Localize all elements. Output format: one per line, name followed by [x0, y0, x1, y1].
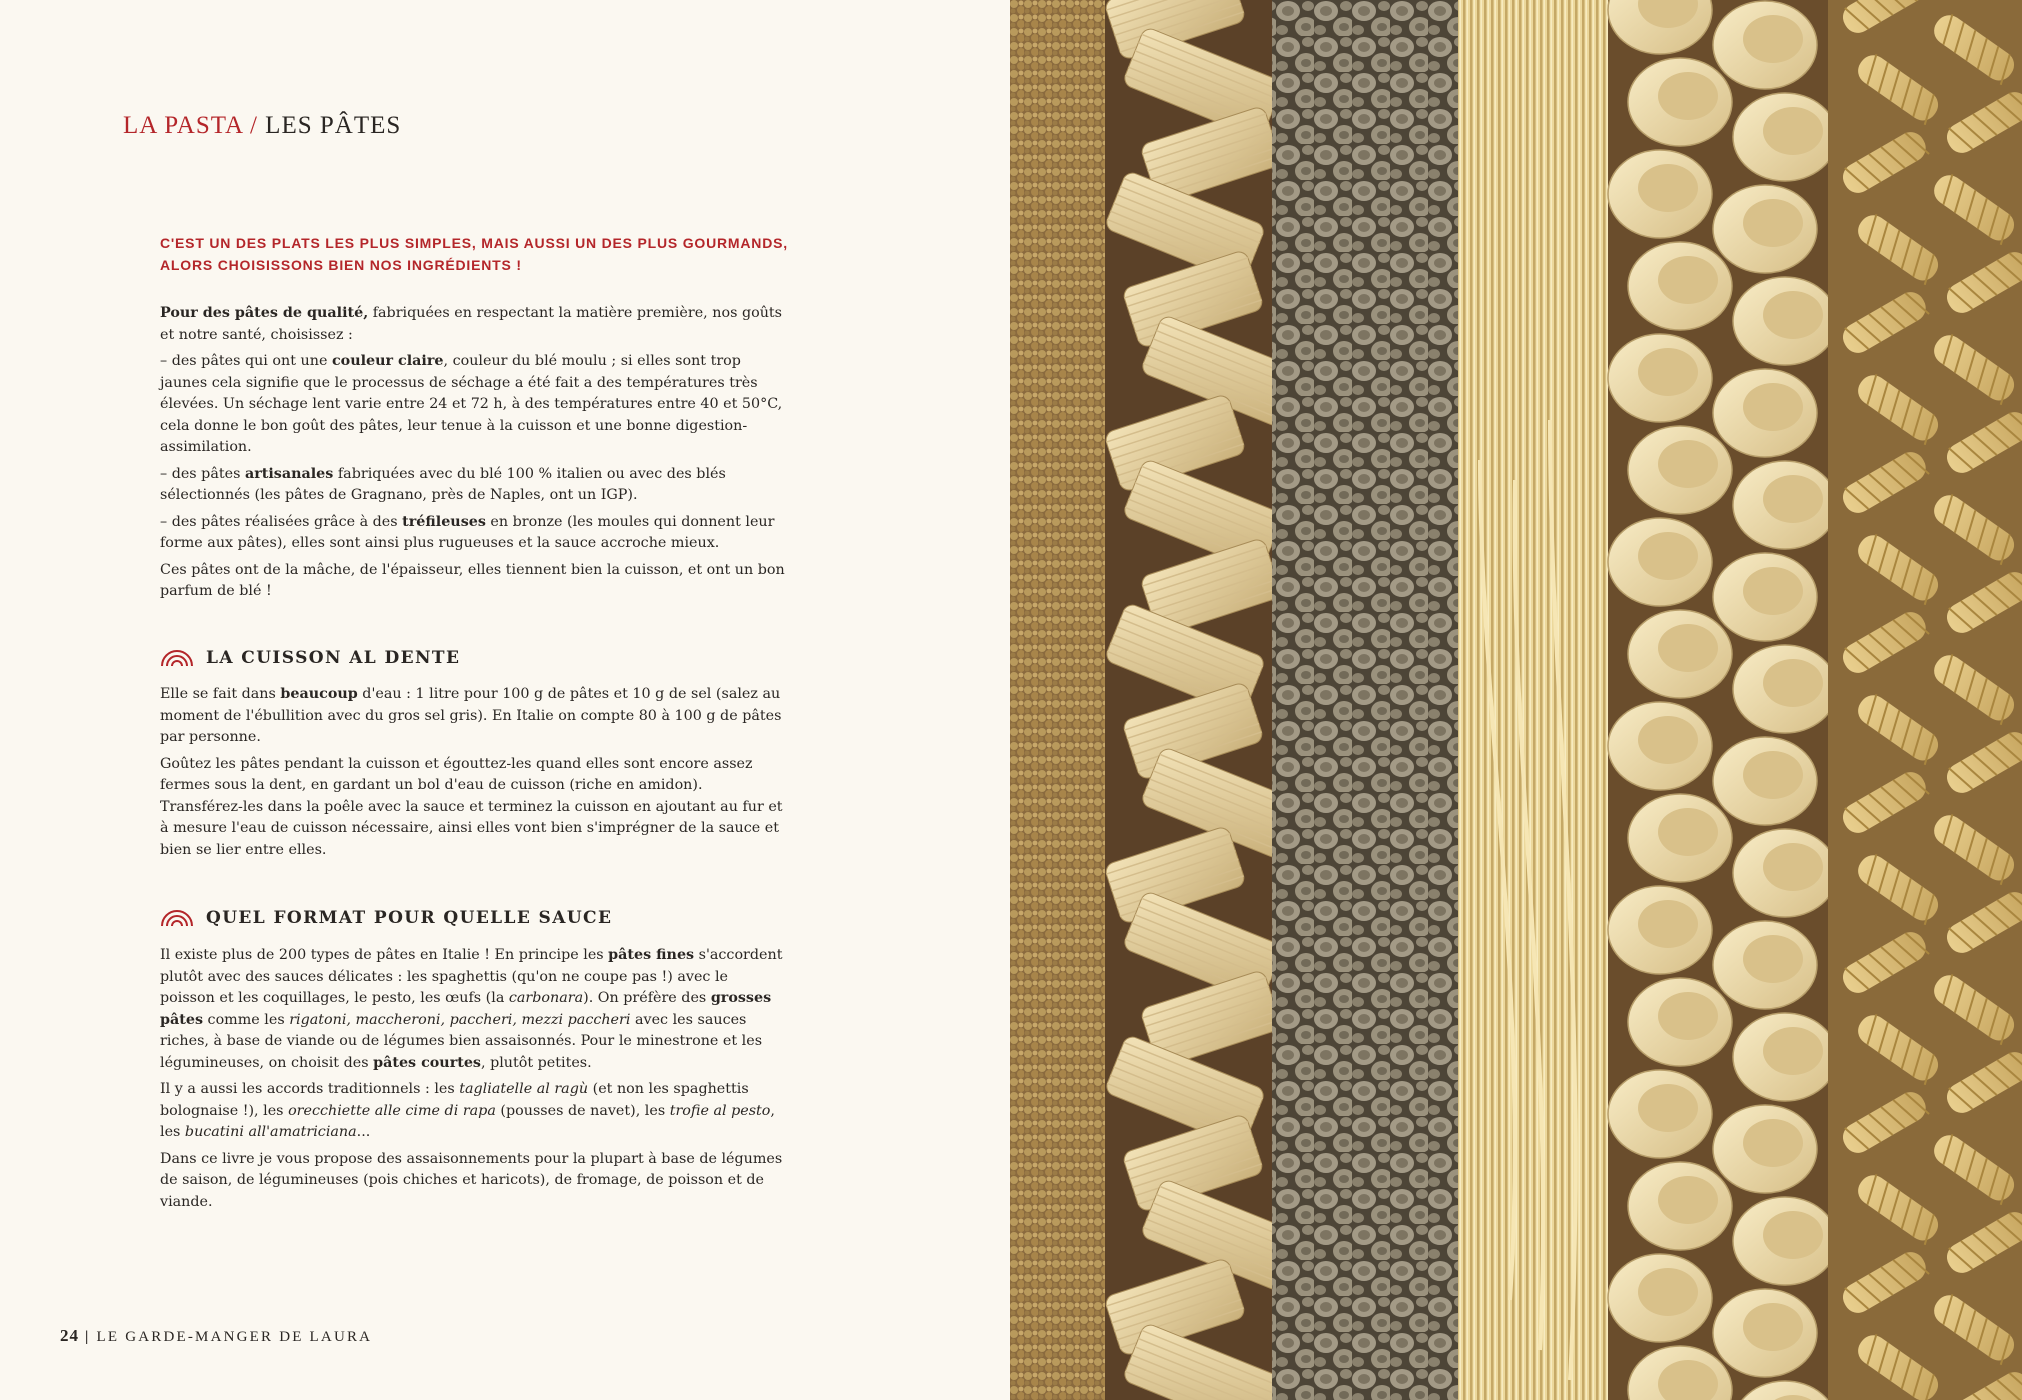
- quality-item-2: [160, 464, 785, 507]
- fusilli-group: [1828, 0, 2022, 1400]
- format-p2-i: ...: [356, 1124, 371, 1140]
- cuisson-heading: [160, 648, 460, 668]
- paccheri-opening: [1638, 1268, 1698, 1316]
- format-p2-b: tagliatelle al ragù: [459, 1081, 589, 1097]
- paccheri-opening: [1743, 751, 1803, 799]
- cuisson-p2: Goûtez les pâtes pendant la cuisson et égouttez-les quand elles sont encore assez fermes sous la dent, en gardant un bol d'eau de cuisson (riche en amidon). Transférez-les dans la poêle avec la sauce et terminez la cuisson en ajoutant au fur et à mesure l'eau de cuisson nécessaire, ainsi elles vont bien s'imprégner de la sauce et bien se lier entre elles.: [160, 755, 783, 858]
- format-p1-j: pâtes courtes: [373, 1054, 481, 1071]
- title-slash: /: [249, 112, 258, 139]
- format-p2-g: , les: [160, 1102, 775, 1140]
- format-p2-e: (pousses de navet), les: [495, 1102, 670, 1119]
- title-french: LES PÂTES: [265, 112, 402, 139]
- quality-item-3: [160, 512, 785, 555]
- paccheri-opening: [1658, 72, 1718, 120]
- format-p1-a: Il existe plus de 200 types de pâtes en Italie ! En principe les: [160, 947, 609, 963]
- paccheri-opening: [1658, 440, 1718, 488]
- format-p2-a: Il y a aussi les accords traditionnels : les: [160, 1081, 460, 1097]
- paccheri-opening: [1638, 348, 1698, 396]
- cuisson-p1-c: d'eau : 1 litre pour 100 g de pâtes et 10 g de sel (salez au moment de l'ébullition avec du gros sel gris). En Italie on compte 80 à 100 g de pâtes par personne.: [160, 686, 782, 745]
- left-page: [0, 0, 1010, 1400]
- paccheri-opening: [1763, 1211, 1823, 1259]
- paccheri-opening: [1763, 659, 1823, 707]
- paccheri-opening: [1763, 475, 1823, 523]
- format-p1-d: carbonara: [508, 990, 584, 1006]
- page-title: [123, 112, 401, 140]
- format-p2-d: orecchiette alle cime di rapa: [288, 1102, 496, 1119]
- rainbow-arcs-icon: [160, 908, 194, 928]
- format-p2-c: (et non les spaghettis bolognaise !), les: [160, 1081, 749, 1119]
- quality-item-1: [160, 351, 785, 459]
- paccheri-opening: [1743, 1303, 1803, 1351]
- quality-lead-rest: fabriquées en respectant la matière première, nos goûts et notre santé, choisissez :: [160, 305, 783, 343]
- paccheri-opening: [1763, 1027, 1823, 1075]
- cuisson-p1-a: Elle se fait dans: [160, 686, 281, 702]
- page-number: 24: [60, 1326, 79, 1345]
- paccheri-opening: [1763, 107, 1823, 155]
- format-p2-f: trofie al pesto: [669, 1102, 771, 1119]
- paccheri-opening: [1638, 900, 1698, 948]
- item3-c: en bronze (les moules qui donnent leur forme aux pâtes), elles sont ainsi plus rugueuses et la sauce accroche mieux.: [160, 513, 775, 551]
- paccheri-opening: [1658, 992, 1718, 1040]
- book-title: LE GARDE-MANGER DE LAURA: [96, 1329, 373, 1345]
- rainbow-arcs-icon: [160, 648, 194, 668]
- item2-b: artisanales: [244, 465, 334, 482]
- quality-closing: Ces pâtes ont de la mâche, de l'épaisseur, elles tiennent bien la cuisson, et ont un bon parfum de blé !: [160, 561, 785, 599]
- paccheri-opening: [1658, 256, 1718, 304]
- paccheri-opening: [1743, 567, 1803, 615]
- footer-separator: |: [85, 1329, 91, 1345]
- item3-a: – des pâtes réalisées grâce à des: [160, 513, 403, 530]
- page-footer: [60, 1326, 372, 1346]
- format-p1-e: ). On préfère des: [583, 990, 711, 1006]
- format-p1-g: comme les: [203, 1011, 290, 1028]
- format-title: QUEL FORMAT POUR QUELLE SAUCE: [206, 908, 613, 928]
- item2-c: fabriquées avec du blé 100 % italien ou avec des blés sélectionnés (les pâtes de Gragnano, près de Naples, ont un IGP).: [160, 465, 726, 503]
- paccheri-opening: [1763, 291, 1823, 339]
- paccheri-opening: [1743, 1119, 1803, 1167]
- format-p2-h: bucatini all'amatriciana: [184, 1124, 357, 1140]
- paccheri-opening: [1763, 843, 1823, 891]
- format-p1: [160, 945, 785, 1074]
- format-p2: [160, 1079, 785, 1144]
- cuisson-p1: [160, 684, 785, 749]
- cuisson-section: [160, 684, 785, 866]
- quality-lead-bold: Pour des pâtes de qualité,: [160, 305, 369, 321]
- cuisson-title: LA CUISSON AL DENTE: [206, 648, 461, 668]
- cuisson-p1-b: beaucoup: [280, 686, 358, 702]
- pasta-photo: [1010, 0, 2022, 1400]
- paccheri-opening: [1743, 383, 1803, 431]
- format-section: [160, 945, 785, 1218]
- paccheri-opening: [1658, 808, 1718, 856]
- paccheri-opening: [1743, 935, 1803, 983]
- quality-section: [160, 303, 785, 608]
- intro-text: C'EST UN DES PLATS LES PLUS SIMPLES, MAIS AUSSI UN DES PLUS GOURMANDS, ALORS CHOISISSONS BIEN NOS INGRÉDIENTS !: [160, 235, 788, 273]
- format-p1-c: s'accordent plutôt avec des sauces délicates : les spaghettis (qu'on ne coupe pas !) avec le poisson et les coquillages, le pesto, les œufs (la: [160, 947, 783, 1006]
- paccheri-group: [1608, 0, 1837, 1400]
- paccheri-opening: [1638, 164, 1698, 212]
- format-p3: Dans ce livre je vous propose des assaisonnements pour la plupart à base de légumes de saison, de légumineuses (pois chiches et haricots), de fromage, de poisson et de viande.: [160, 1150, 783, 1210]
- paccheri-opening: [1638, 716, 1698, 764]
- paccheri-opening: [1743, 15, 1803, 63]
- item1-c: , couleur du blé moulu ; si elles sont trop jaunes cela signifie que le processus de séchage a été fait a des températures très élevées. Un séchage lent varie entre 24 et 72 h, à des températures entre 40 et 50°C, cela donne le bon goût des pâtes, leur tenue à la cuisson et une bonne digestion-assimilation.: [160, 353, 783, 455]
- item2-a: – des pâtes: [160, 465, 245, 482]
- format-p1-f: grosses pâtes: [160, 990, 772, 1028]
- paccheri-opening: [1638, 532, 1698, 580]
- item1-b: couleur claire: [331, 353, 444, 369]
- paccheri-opening: [1658, 1176, 1718, 1224]
- item3-b: tréfileuses: [402, 513, 486, 530]
- format-p1-i: avec les sauces riches, à base de viande ou de légumes bien assaisonnés. Pour le minestrone et les légumineuses, on choisit des: [160, 1011, 763, 1071]
- paccheri-opening: [1658, 624, 1718, 672]
- item1-a: – des pâtes qui ont une: [160, 353, 332, 369]
- format-p1-k: , plutôt petites.: [480, 1054, 592, 1071]
- format-p1-b: pâtes fines: [608, 947, 695, 963]
- paccheri-opening: [1638, 1084, 1698, 1132]
- pasta-photo-illustration: [1010, 0, 2022, 1400]
- quality-lead: [160, 303, 785, 346]
- title-italian: LA PASTA: [123, 112, 243, 139]
- paccheri-opening: [1743, 199, 1803, 247]
- format-heading: [160, 908, 612, 928]
- format-p1-h: rigatoni, maccheroni, paccheri, mezzi paccheri: [289, 1011, 631, 1028]
